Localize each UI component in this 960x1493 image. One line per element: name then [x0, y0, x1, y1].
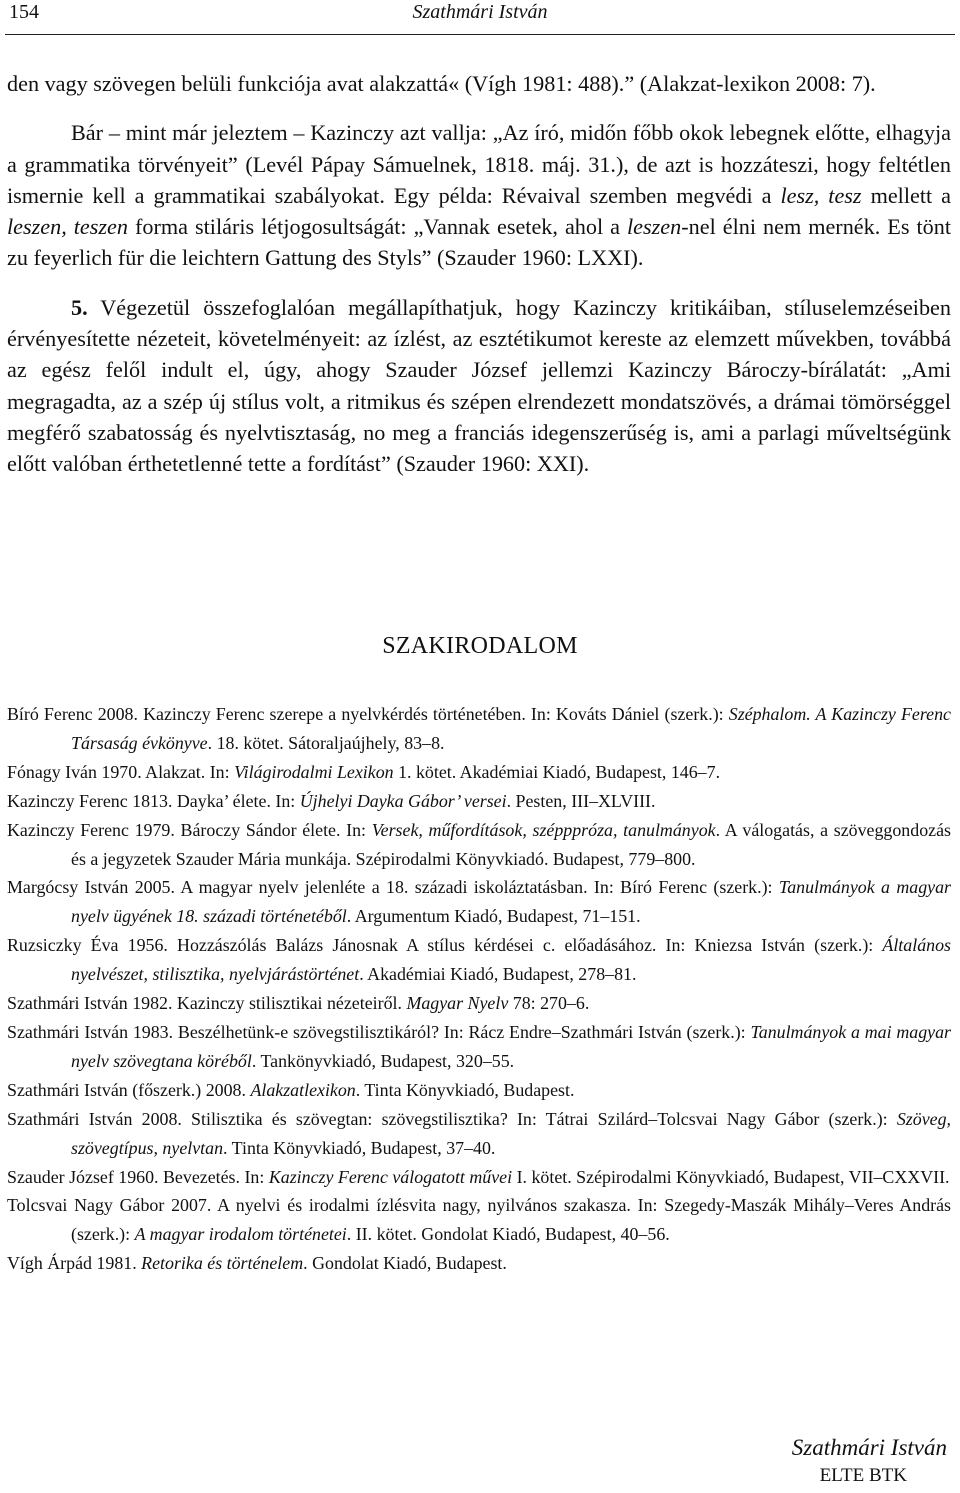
text-span: Bíró Ferenc 2008. Kazinczy Ferenc szerepe a nyelvkérdés történetében. In: Kováts Dániel (szerk.):	[7, 704, 729, 724]
italic-span: leszen, teszen	[7, 214, 128, 240]
signature	[792, 1434, 947, 1490]
reference-item	[7, 758, 951, 787]
italic-span: Világirodalmi Lexikon	[234, 761, 394, 782]
text-span: Kazinczy Ferenc 1813. Dayka’ élete. In:	[7, 790, 300, 811]
italic-span: Retorika és történelem	[141, 1253, 304, 1274]
text-span: -nel élni nem mernék. Es tönt zu feyerlich für die leichtern Gattung des Styls” (Szauder 1960: LXXI).	[7, 214, 951, 271]
italic-span: Tanulmányok a mai magyar nyelv szövegtana köréből	[71, 1021, 952, 1071]
text-span: . Tankönyvkiadó, Budapest, 320–55.	[251, 1050, 515, 1071]
reference-item	[7, 989, 951, 1018]
text-span: Kazinczy Ferenc 1979. Bároczy Sándor élete. In:	[7, 819, 372, 840]
text-span: . A válogatás, a szöveggondozás és a jegyzetek Szauder Mária munkája. Szépirodalmi Könyvkiadó. Budapest, 779–800.	[71, 819, 951, 869]
text-span: . 18. kötet. Sátoraljaújhely, 83–8.	[207, 732, 445, 753]
text-span: 78: 270–6.	[508, 993, 590, 1014]
reference-item	[7, 1105, 951, 1163]
author-institution: ELTE BTK	[819, 1465, 907, 1486]
text-span: . Argumentum Kiadó, Budapest, 71–151.	[346, 906, 641, 927]
text-span: Fónagy Iván 1970. Alakzat. In:	[7, 761, 235, 782]
italic-span: Széphalom. A Kazinczy Ferenc Társaság évkönyve	[71, 704, 951, 753]
text-span: Szathmári István 2008. Stilisztika és szövegtan: szövegstilisztika? In: Tátrai Szilárd–Tolcsvai Nagy Gábor (szerk.):	[7, 1108, 897, 1129]
text-span: Tolcsvai Nagy Gábor 2007. A nyelvi és irodalmi ízlésvita nagy, nyilvános szakasza. In: Szegedy-Maszák Mihály–Veres András (szerk.):	[7, 1195, 951, 1245]
text-span: Szathmári István 1982. Kazinczy stilisztikai nézeteiről.	[7, 993, 407, 1014]
reference-item	[7, 700, 951, 758]
paragraph	[7, 68, 951, 99]
italic-span: Tanulmányok a magyar nyelv ügyének 18. századi történetéből	[71, 877, 951, 927]
text-span: . II. kötet. Gondolat Kiadó, Budapest, 40–56.	[346, 1224, 670, 1245]
text-span: den vagy szövegen belüli funkciója avat alakzattá« (Vígh 1981: 488).” (Alakzat-lexikon 2008: 7).	[7, 71, 876, 96]
text-span: Margócsy István 2005. A magyar nyelv jelenléte a 18. századi iskoláztatásban. In: Bíró Ferenc (szerk.):	[7, 877, 779, 898]
text-span: 1. kötet. Akadémiai Kiadó, Budapest, 146–7.	[393, 761, 721, 782]
italic-span: Újhelyi Dayka Gábor’ versei	[299, 790, 507, 811]
text-span: forma stiláris létjogosultságát: „Vannak esetek, ahol a	[128, 214, 627, 240]
text-span: . Akadémiai Kiadó, Budapest, 278–81.	[359, 964, 637, 985]
author-name: Szathmári István	[791, 1435, 947, 1460]
page-number: 154	[9, 1, 39, 23]
text-span: . Gondolat Kiadó, Budapest.	[303, 1253, 507, 1274]
reference-item	[7, 1163, 951, 1192]
italic-span: Alakzatlexikon	[250, 1079, 356, 1100]
reference-item	[7, 787, 951, 816]
body-text	[7, 68, 951, 480]
italic-span: Versek, műfordítások, szépppróza, tanulmányok	[371, 819, 716, 840]
reference-item	[7, 931, 951, 989]
running-title: Szathmári István	[412, 1, 548, 23]
reference-item	[7, 1076, 951, 1105]
text-span: Bár – mint már jeleztem – Kazinczy azt vallja: „Az író, midőn főbb okok lebegnek előtte, elhagyja a grammatika törvényeit” (Levél Pápay Sámuelnek, 1818. máj. 31.), de azt is hozzáteszi, hogy feltétlen ismernie kell a grammatikai szabályokat. Egy példa: Révaival szemben megvédi a	[7, 120, 951, 208]
reference-item	[7, 1018, 952, 1076]
reference-item	[7, 816, 951, 874]
reference-item	[7, 1249, 951, 1278]
text-span: I. kötet. Szépirodalmi Könyvkiadó, Budapest, VII–CXXVII.	[512, 1166, 950, 1187]
paragraph	[7, 292, 951, 480]
header-rule	[5, 34, 955, 35]
italic-span: leszen	[627, 214, 682, 240]
italic-span: Általános nyelvészet, stilisztika, nyelvjárástörténet	[71, 935, 951, 985]
italic-span: Szöveg, szövegtípus, nyelvtan	[71, 1108, 951, 1158]
italic-span: Magyar Nyelv	[406, 993, 509, 1014]
paragraph	[7, 117, 951, 273]
text-span: Szathmári István 1983. Beszélhetünk-e szövegstilisztikáról? In: Rácz Endre–Szathmári István (szerk.):	[7, 1021, 751, 1042]
section-title: SZAKIRODALOM	[382, 633, 578, 659]
reference-item	[7, 873, 951, 931]
text-span: Végezetül összefoglalóan megállapíthatjuk, hogy Kazinczy kritikáiban, stíluselemzéseiben érvényesítette nézeteit, követelményeit: az ízlést, az esztétikumot kereste az elemzett művekben, továbbá az egész felől indult el, úgy, ahogy Szauder József jellemzi Kazinczy Bároczy-bírálatát: „Ami megragadta, az a szép új stílus volt, a ritmikus és szépen elrendezett mondatszövés, a drámai tömörséggel megférő szabatosság és nyelvtisztaság, no meg a franciás idegenszerűség is, ami a parlagi műveltségünk előtt valóban érthetetlenné tette a fordítást” (Szauder 1960: XXI).	[7, 294, 951, 477]
italic-span: lesz, tesz	[780, 182, 862, 208]
reference-item	[7, 1191, 951, 1249]
running-header	[7, 0, 953, 30]
text-span: . Pesten, III–XLVIII.	[506, 790, 656, 811]
text-span: . Tinta Könyvkiadó, Budapest.	[355, 1079, 575, 1100]
text-span: Vígh Árpád 1981.	[7, 1253, 142, 1274]
italic-span: A magyar irodalom történetei	[134, 1224, 347, 1245]
text-span: . Tinta Könyvkiadó, Budapest, 37–40.	[223, 1137, 496, 1158]
italic-span: Kazinczy Ferenc válogatott művei	[268, 1166, 513, 1187]
text-span: Ruzsiczky Éva 1956. Hozzászólás Balázs Jánosnak A stílus kérdései c. előadásához. In: Kniezsa István (szerk.):	[7, 935, 883, 956]
reference-list	[7, 700, 951, 1278]
text-span: Szauder József 1960. Bevezetés. In:	[7, 1166, 269, 1187]
text-span: mellett a	[861, 182, 952, 208]
section-number: 5.	[71, 294, 88, 320]
text-span: Szathmári István (főszerk.) 2008.	[7, 1079, 251, 1100]
